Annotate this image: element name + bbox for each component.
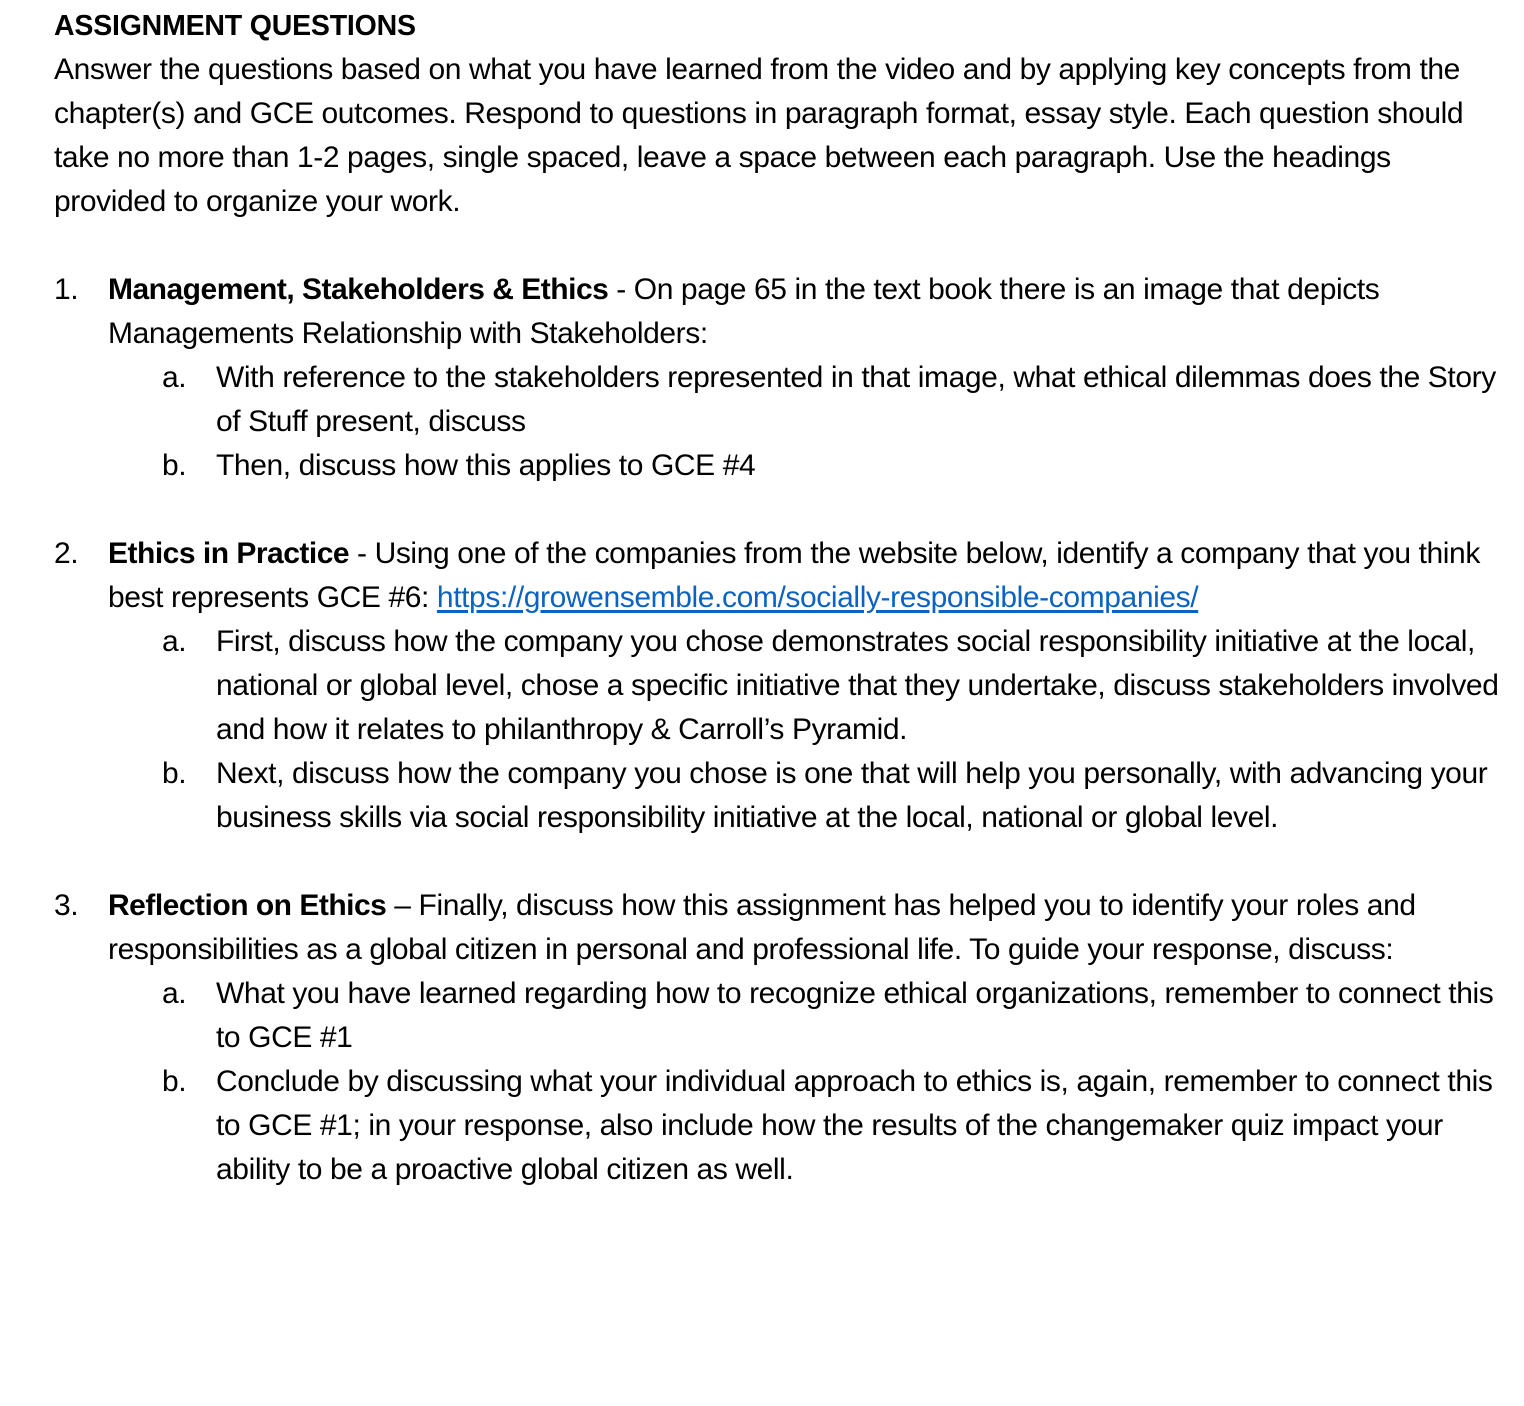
question-text: - On page 65 in the text book there is an image that depicts Managements Relationship with Stakeholders: — [108, 273, 1380, 350]
sub-letter: a. — [162, 977, 187, 1010]
companies-link[interactable]: https://growensemble.com/socially-responsible-companies/ — [436, 581, 1199, 614]
question-number: 2. — [54, 537, 79, 570]
question-heading: Management, Stakeholders & Ethics — [108, 273, 609, 306]
question-2-sub-b — [54, 752, 1504, 840]
sub-text: With reference to the stakeholders represented in that image, what ethical dilemmas does the Story of Stuff present, discuss — [216, 361, 1496, 438]
sub-letter: b. — [162, 449, 187, 482]
question-heading: Reflection on Ethics — [108, 889, 387, 922]
question-3-sub-a — [54, 972, 1504, 1060]
question-1 — [54, 268, 1504, 356]
question-1-sub-a — [54, 356, 1504, 444]
question-2-sub-a — [54, 620, 1504, 752]
sub-letter: b. — [162, 1065, 187, 1098]
sub-letter: b. — [162, 757, 187, 790]
sub-text: Conclude by discussing what your individual approach to ethics is, again, remember to connect this to GCE #1; in your response, also include how the results of the changemaker quiz impact your ability to be a proactive global citizen as well. — [216, 1065, 1493, 1186]
question-2 — [54, 532, 1504, 620]
document — [54, 0, 1504, 1192]
sub-text: Then, discuss how this applies to GCE #4 — [216, 449, 756, 482]
question-number: 3. — [54, 889, 79, 922]
intro-paragraph: Answer the questions based on what you have learned from the video and by applying key concepts from the chapter(s) and GCE outcomes. Respond to questions in paragraph format, essay style. Each question should take no more than 1-2 pages, single spaced, leave a space between each paragraph. Use the headings provided to organize your work. — [54, 53, 1464, 218]
page-title: ASSIGNMENT QUESTIONS — [54, 10, 416, 42]
question-3 — [54, 884, 1504, 972]
sub-text: What you have learned regarding how to recognize ethical organizations, remember to connect this to GCE #1 — [216, 977, 1494, 1054]
sub-text: First, discuss how the company you chose demonstrates social responsibility initiative at the local, national or global level, chose a specific initiative that they undertake, discuss stakeholders involved and how it relates to philanthropy & Carroll’s Pyramid. — [216, 625, 1499, 746]
question-text: – Finally, discuss how this assignment has helped you to identify your roles and responsibilities as a global citizen in personal and professional life. To guide your response, discuss: — [108, 889, 1416, 966]
question-text: - Using one of the companies from the website below, identify a company that you think best represents GCE #6: — [108, 537, 1480, 614]
sub-letter: a. — [162, 625, 187, 658]
question-heading: Ethics in Practice — [108, 537, 350, 570]
question-number: 1. — [54, 273, 79, 306]
sub-letter: a. — [162, 361, 187, 394]
question-1-sub-b — [54, 444, 1504, 488]
question-3-sub-b — [54, 1060, 1504, 1192]
sub-text: Next, discuss how the company you chose is one that will help you personally, with advancing your business skills via social responsibility initiative at the local, national or global level. — [216, 757, 1488, 834]
